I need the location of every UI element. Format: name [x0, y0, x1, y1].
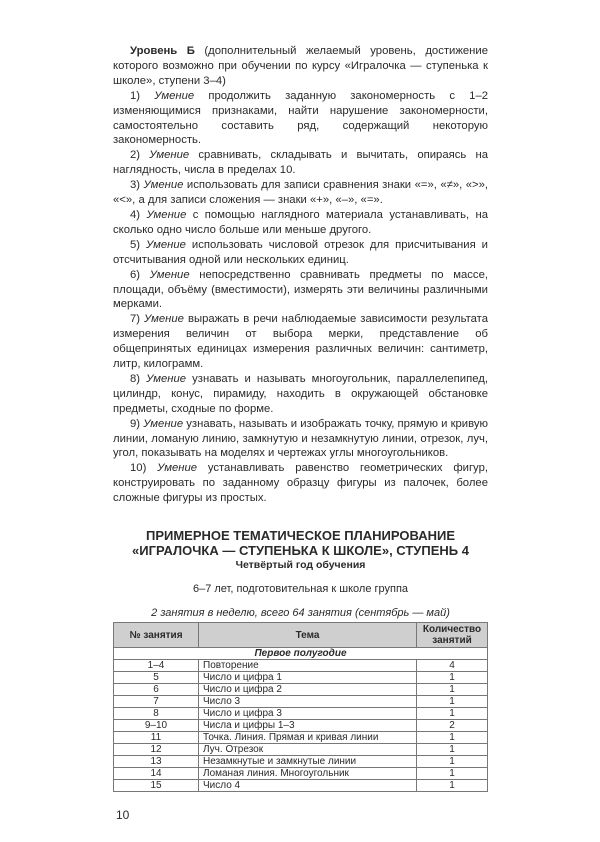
body-text	[113, 44, 488, 506]
schedule-note: 2 занятия в неделю, всего 64 занятия (сентябрь — май)	[151, 607, 450, 620]
skill-number: 4)	[130, 208, 141, 221]
lesson-number: 12	[114, 744, 199, 756]
skill-word: Умение	[149, 149, 190, 162]
skill-word: Умение	[146, 372, 187, 385]
planning-table	[113, 622, 488, 792]
page-number: 10	[116, 808, 130, 823]
page	[113, 0, 488, 842]
skill-item	[113, 417, 488, 462]
section-label: Первое полугодие	[114, 648, 488, 660]
lesson-number: 1–4	[114, 660, 199, 672]
header-count: Количество занятий	[417, 623, 488, 648]
heading-line-3: Четвёртый год обучения	[235, 559, 366, 572]
lesson-count: 2	[417, 720, 488, 732]
table-header-row	[114, 623, 488, 648]
lesson-number: 14	[114, 768, 199, 780]
table-row	[114, 768, 488, 780]
skill-text: продолжить заданную закономерность с 1–2 изменяющимися признаками, найти нарушение закономерности, самостоятельно составить ряд, содержащий некоторую закономерность.	[113, 89, 489, 147]
header-number: № занятия	[114, 623, 199, 648]
lesson-number: 13	[114, 756, 199, 768]
lesson-number: 7	[114, 696, 199, 708]
level-label: Уровень Б	[130, 45, 195, 57]
section-heading	[113, 528, 488, 596]
lesson-number: 6	[114, 684, 199, 696]
header-topic: Тема	[199, 623, 417, 648]
level-description: (дополнительный желаемый уровень, достижение которого возможно при обучении по курсу «Игралочка — ступенька к школе», ступени 3–4)	[113, 45, 488, 87]
skill-item	[113, 372, 488, 417]
heading-line-2: «ИГРАЛОЧКА — СТУПЕНЬКА К ШКОЛЕ», СТУПЕНЬ 4	[132, 543, 469, 559]
lesson-topic: Число и цифра 1	[199, 672, 417, 684]
skill-item	[113, 268, 488, 313]
lesson-topic: Число и цифра 2	[199, 684, 417, 696]
heading-subtitle: 6–7 лет, подготовительная к школе группа	[192, 583, 409, 596]
skill-text: узнавать, называть и изображать точку, прямую и кривую линии, ломаную линию, замкнутую и незамкнутую линии, отрезок, луч, угол, показывать на моделях и чертежах углы многоугольников.	[113, 417, 488, 460]
lesson-count: 4	[417, 660, 488, 672]
skill-text: выражать в речи наблюдаемые зависимости результата измерения величин от выбора мерки, представление об общепринятых единицах измерения различных величин: сантиметр, литр, килограмм.	[113, 313, 488, 371]
lesson-topic: Ломаная линия. Многоугольник	[199, 768, 417, 780]
lesson-count: 1	[417, 768, 488, 780]
lesson-topic: Число 3	[199, 696, 417, 708]
skill-item	[113, 461, 488, 506]
table-row	[114, 660, 488, 672]
lesson-count: 1	[417, 756, 488, 768]
skill-text: непосредственно сравнивать предметы по массе, площади, объёму (вместимости), измерять эти величины различными мерками.	[113, 268, 488, 311]
skill-number: 2)	[130, 149, 141, 162]
skill-word: Умение	[143, 179, 184, 192]
lesson-count: 1	[417, 672, 488, 684]
lesson-topic: Число и цифра 3	[199, 708, 417, 720]
lesson-count: 1	[417, 732, 488, 744]
level-b-paragraph	[113, 44, 488, 89]
lesson-topic: Число 4	[199, 780, 417, 792]
skill-number: 6)	[130, 268, 141, 281]
lesson-number: 8	[114, 708, 199, 720]
skill-number: 3)	[130, 179, 141, 192]
skill-text: сравнивать, складывать и вычитать, опираясь на наглядность, числа в пределах 10.	[113, 149, 489, 177]
heading-line-1: ПРИМЕРНОЕ ТЕМАТИЧЕСКОЕ ПЛАНИРОВАНИЕ	[145, 528, 456, 544]
skill-word: Умение	[144, 313, 184, 326]
lesson-number: 11	[114, 732, 199, 744]
table-row	[114, 756, 488, 768]
lesson-count: 1	[417, 696, 488, 708]
skill-word: Умение	[146, 208, 187, 221]
skill-text: использовать для записи сравнения знаки «=», «≠», «>», «<», а для записи сложения — знаки «+», «–», «=».	[113, 179, 489, 207]
skill-item	[113, 178, 488, 208]
skill-word: Умение	[149, 268, 190, 281]
table-row	[114, 672, 488, 684]
table-section-row	[114, 648, 488, 660]
skill-word: Умение	[143, 417, 184, 430]
lesson-topic: Незамкнутые и замкнутые линии	[199, 756, 417, 768]
lesson-number: 5	[114, 672, 199, 684]
lesson-topic: Повторение	[199, 660, 417, 672]
skill-item	[113, 148, 488, 178]
skill-number: 8)	[130, 372, 141, 385]
lesson-topic: Луч. Отрезок	[199, 744, 417, 756]
lesson-count: 1	[417, 708, 488, 720]
table-row	[114, 732, 488, 744]
skill-text: использовать числовой отрезок для присчитывания и отсчитывания одной или нескольких единиц.	[113, 238, 488, 266]
skill-item	[113, 208, 488, 238]
skill-word: Умение	[157, 462, 198, 475]
skill-text: узнавать и называть многоугольник, параллелепипед, цилиндр, конус, пирамиду, находить в окружающей обстановке предметы, сходные по форме.	[113, 372, 488, 415]
skill-item	[113, 238, 488, 268]
skill-item	[113, 312, 488, 372]
table-row	[114, 684, 488, 696]
lesson-number: 9–10	[114, 720, 199, 732]
skill-word: Умение	[146, 238, 186, 251]
table-row	[114, 720, 488, 732]
lesson-count: 1	[417, 744, 488, 756]
table-row	[114, 696, 488, 708]
skill-number: 5)	[130, 238, 141, 251]
skill-item	[113, 89, 488, 149]
skill-number: 7)	[130, 313, 141, 326]
lesson-topic: Точка. Линия. Прямая и кривая линии	[199, 732, 417, 744]
table-row	[114, 780, 488, 792]
skill-number: 10)	[130, 462, 147, 475]
skill-text: с помощью наглядного материала устанавливать, на сколько одно число больше или меньше другого.	[113, 208, 489, 236]
skill-number: 1)	[130, 89, 141, 102]
lesson-count: 1	[417, 780, 488, 792]
lesson-number: 15	[114, 780, 199, 792]
skill-text: устанавливать равенство геометрических фигур, конструировать по заданному образцу фигуры из палочек, более сложные фигуры из простых.	[113, 462, 489, 505]
skill-word: Умение	[154, 89, 195, 102]
lesson-topic: Числа и цифры 1–3	[199, 720, 417, 732]
skills-list	[113, 89, 488, 506]
lesson-count: 1	[417, 684, 488, 696]
table-row	[114, 708, 488, 720]
skill-number: 9)	[130, 417, 141, 430]
